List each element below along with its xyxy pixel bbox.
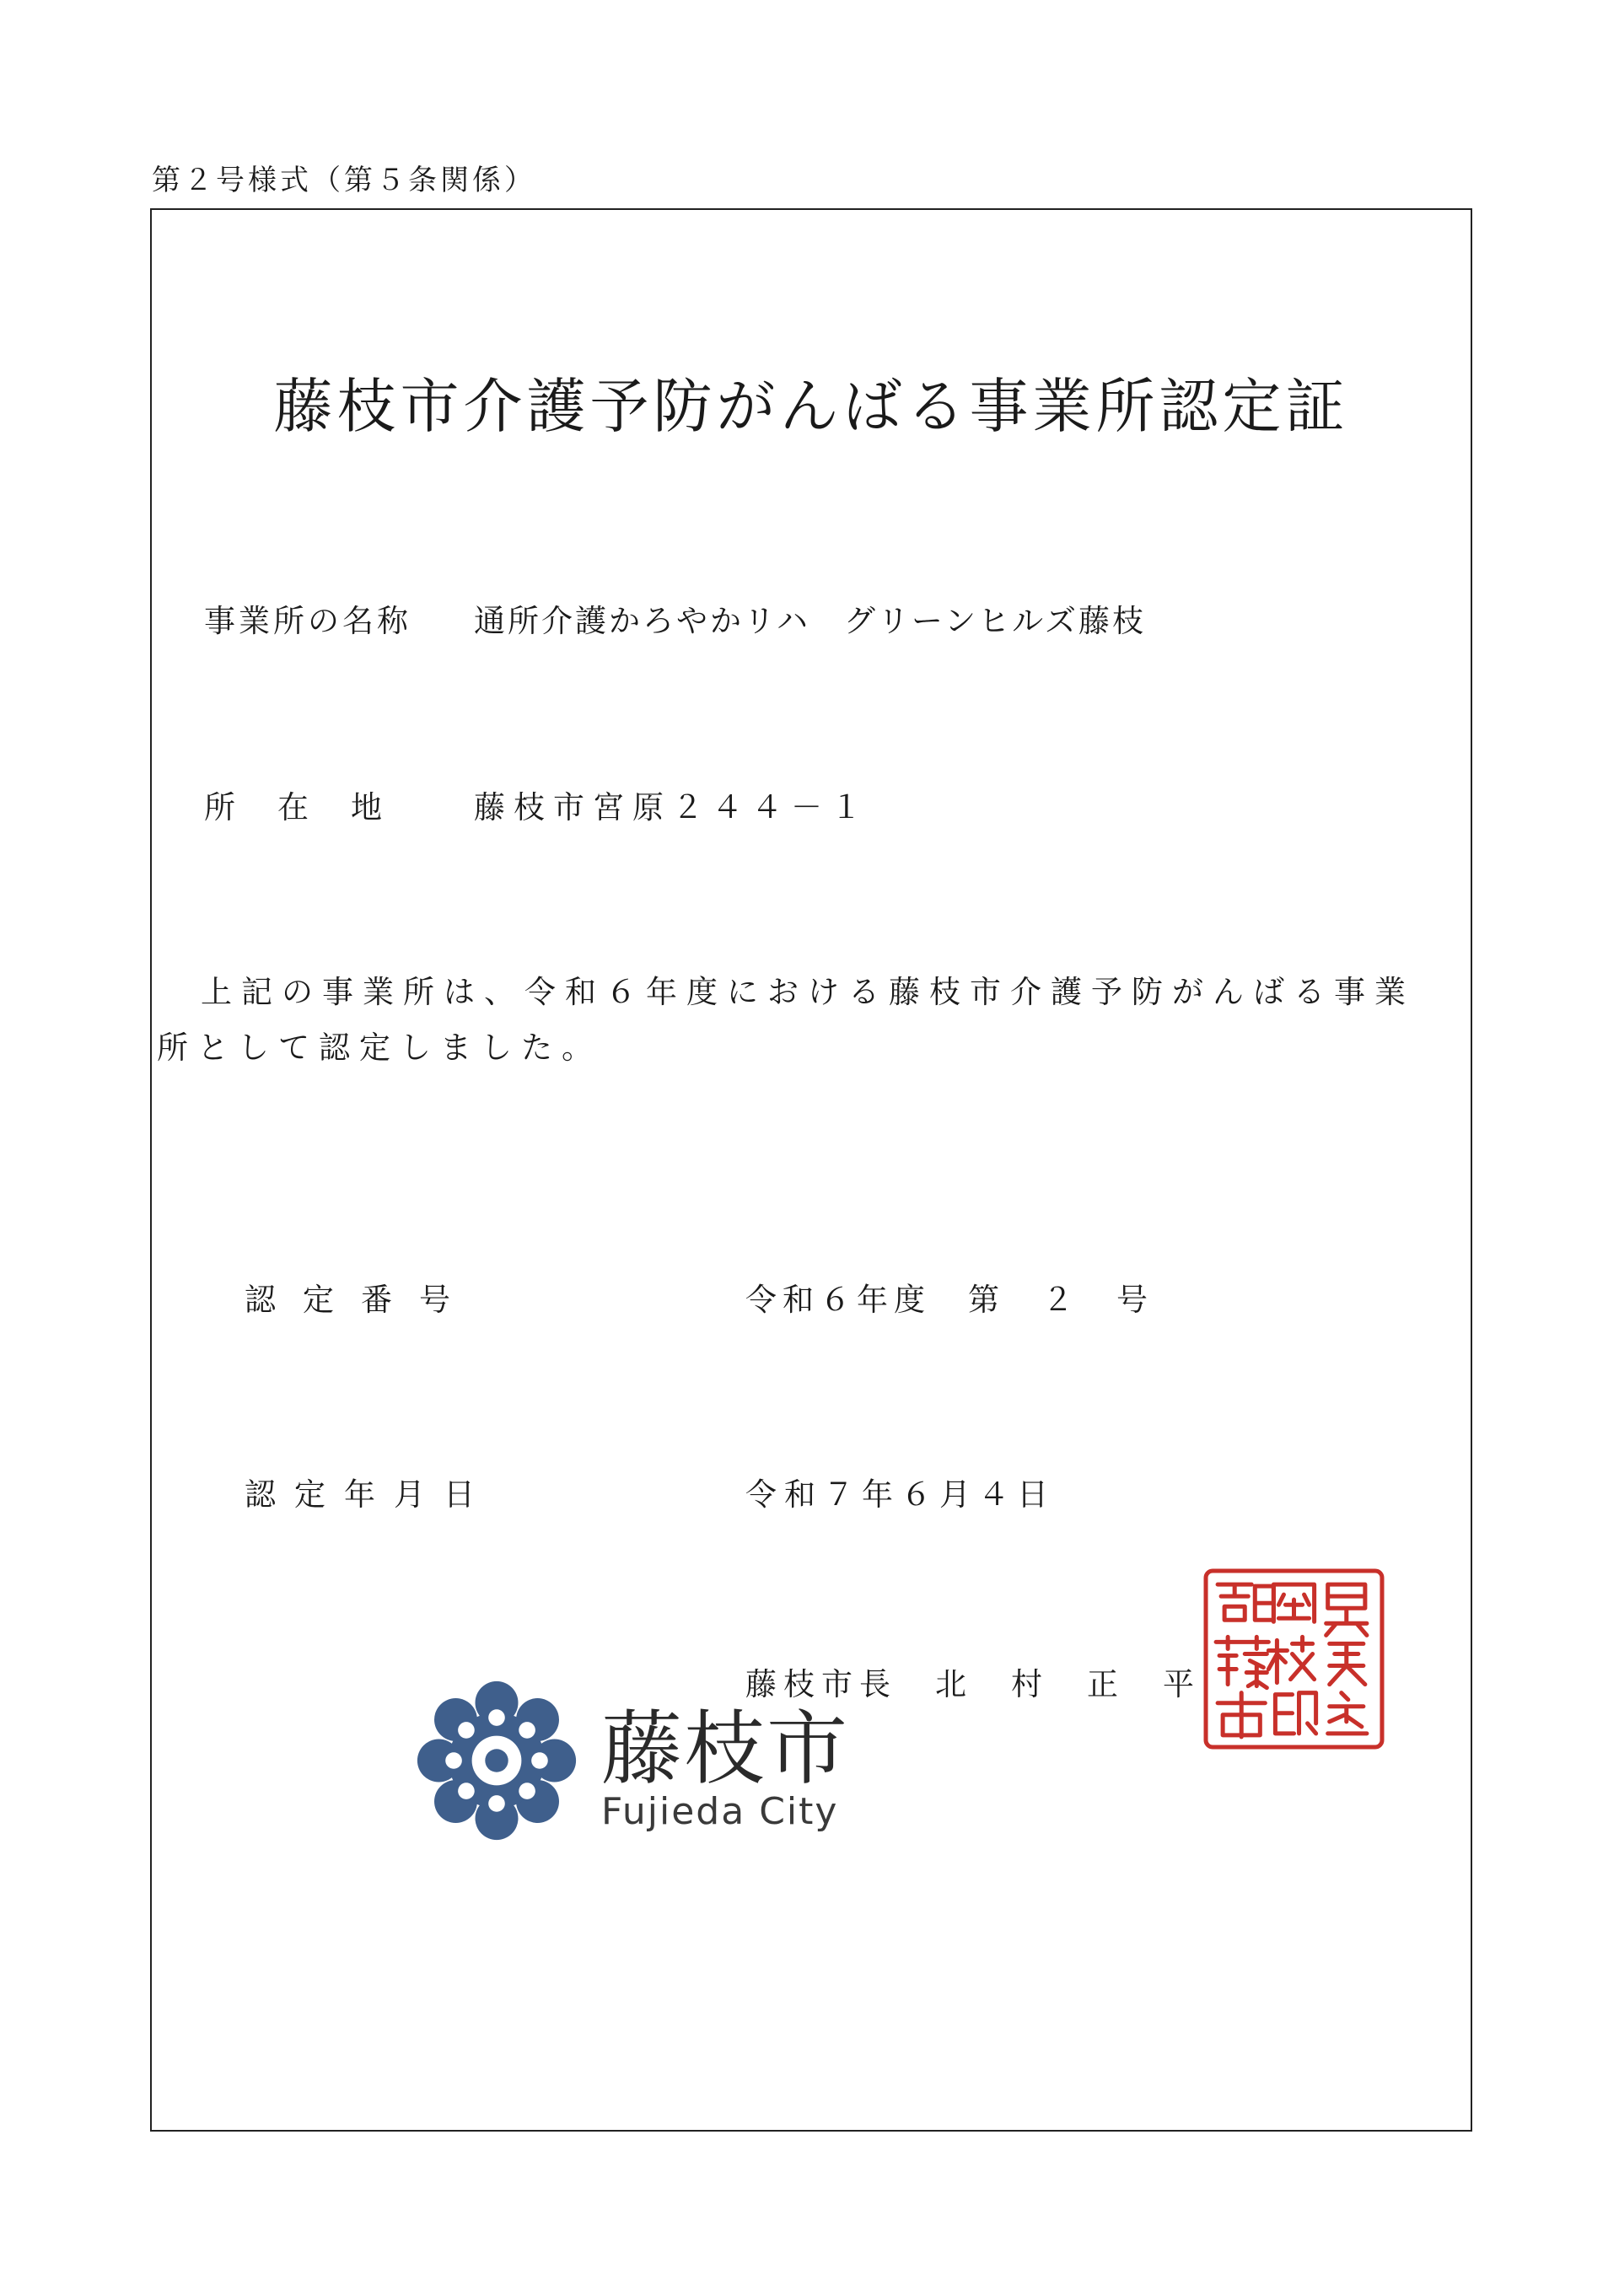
official-seal	[1201, 1566, 1387, 1752]
certification-number-label: 認定番号	[245, 1282, 477, 1318]
address-label: 所在地	[204, 789, 424, 825]
certification-number-value: 令和６年度 第 ２ 号	[745, 1282, 1154, 1318]
facility-name-label: 事業所の名称	[204, 603, 411, 639]
certification-statement: 上記の事業所は、令和６年度における藤枝市介護予防がんばる事業所として認定しました。	[157, 974, 1415, 1066]
wisteria-flower-icon	[414, 1678, 579, 1843]
logo-city-name: 藤枝市	[601, 1702, 849, 1796]
certification-date-value: 令和７年６月４日	[745, 1476, 1056, 1513]
issuer-signature: 藤枝市長 北 村 正 平	[745, 1666, 1201, 1702]
city-logo	[414, 1678, 886, 1847]
address-value: 藤枝市宮原２４４－１	[474, 789, 870, 825]
logo-city-subtitle: Fujieda City	[601, 1790, 839, 1833]
form-number-label: 第２号様式（第５条関係）	[152, 164, 536, 197]
facility-name-value: 通所介護かろやかリハ グリーンヒルズ藤枝	[474, 603, 1147, 639]
certification-date-label: 認定年月日	[245, 1476, 493, 1513]
certificate-title: 藤枝市介護予防がんばる事業所認定証	[273, 372, 1349, 441]
